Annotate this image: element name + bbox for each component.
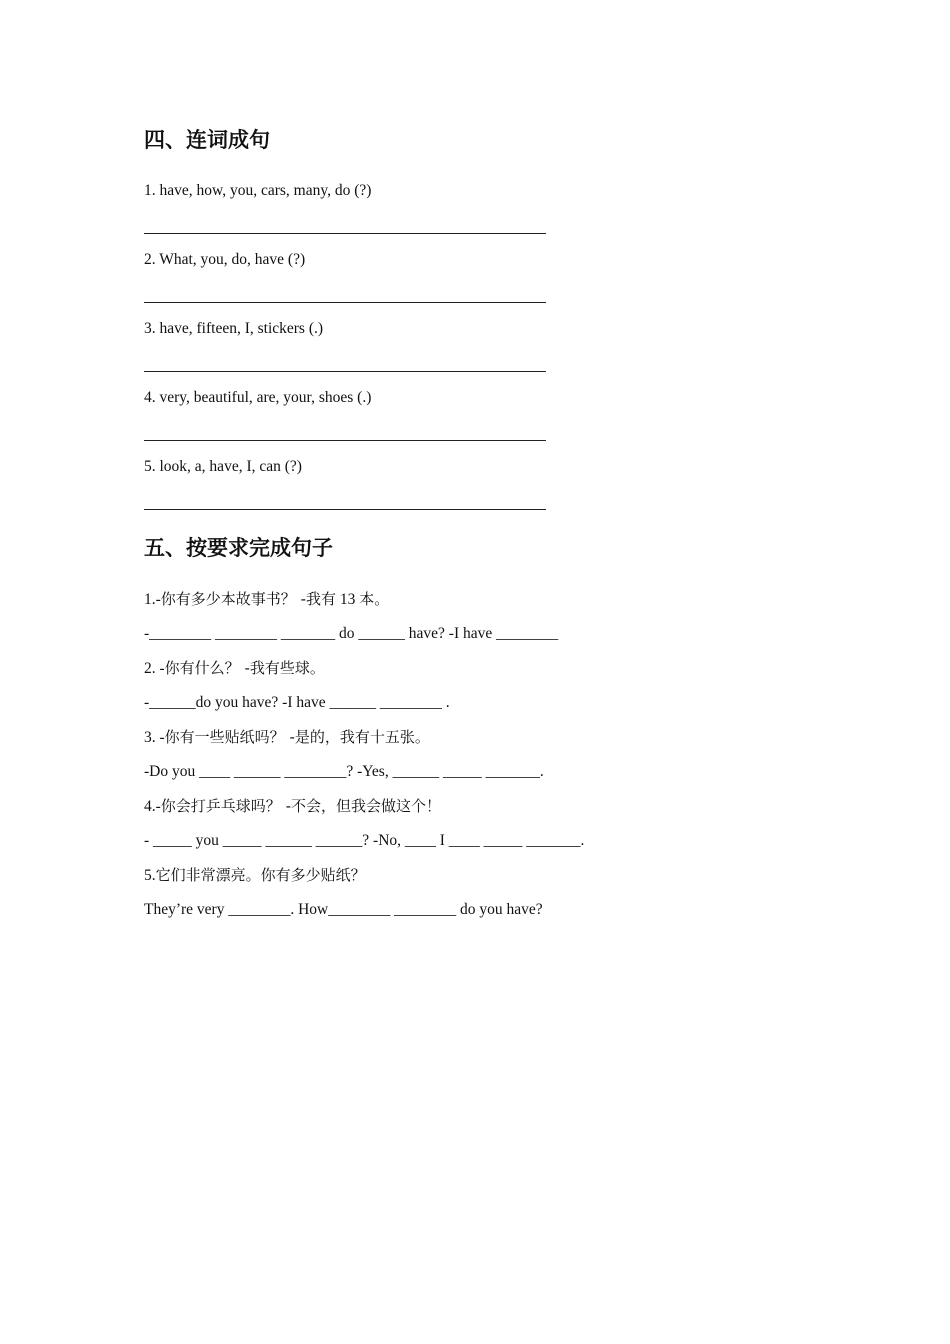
prompt-number: 1.- <box>144 591 161 608</box>
section-5-prompt-1 <box>144 589 389 610</box>
section-5-prompt-2 <box>144 658 325 679</box>
prompt-chinese: 你会打乒乓球吗？ -不会，但我会做这个！ <box>160 797 441 815</box>
section-4-item-2: 2. What, you, do, have (?) <box>144 251 306 268</box>
prompt-number: 3. - <box>144 729 165 746</box>
section-4-answer-line-3[interactable] <box>144 371 546 372</box>
section-5-prompt-3 <box>144 727 430 748</box>
section-5-answer-5[interactable]: They’re very ________. How________ ________ do you have? <box>144 901 543 918</box>
section-4-title: 四、连词成句 <box>144 128 270 152</box>
section-4-answer-line-1[interactable] <box>144 233 546 234</box>
section-5-prompt-5 <box>144 865 366 886</box>
prompt-chinese: 你有多少本故事书？ -我有 <box>160 590 336 608</box>
prompt-number: 4.- <box>144 798 161 815</box>
prompt-number: 2. - <box>144 660 165 677</box>
section-5-title: 五、按要求完成句子 <box>144 536 333 560</box>
section-4-answer-line-2[interactable] <box>144 302 546 303</box>
section-5-prompt-4 <box>144 796 441 817</box>
prompt-chinese-end: 本。 <box>359 590 390 608</box>
section-4-item-4: 4. very, beautiful, are, your, shoes (.) <box>144 389 372 406</box>
section-4-item-3: 3. have, fifteen, I, stickers (.) <box>144 320 324 337</box>
prompt-chinese: 你有什么？ -我有些球。 <box>164 659 325 677</box>
section-5-answer-3[interactable]: -Do you ____ ______ ________? -Yes, ______ _____ _______. <box>144 763 544 780</box>
section-4-answer-line-5[interactable] <box>144 509 546 510</box>
prompt-chinese: 它们非常漂亮。你有多少贴纸？ <box>155 866 366 884</box>
section-5-answer-4[interactable]: - _____ you _____ ______ ______? -No, ____ I ____ _____ _______. <box>144 832 585 849</box>
section-4-item-5: 5. look, a, have, I, can (?) <box>144 458 302 475</box>
section-5-answer-1[interactable]: -________ ________ _______ do ______ have? -I have ________ <box>144 625 559 642</box>
section-4-answer-line-4[interactable] <box>144 440 546 441</box>
section-5-answer-2[interactable]: -______do you have? -I have ______ ________ . <box>144 694 450 711</box>
prompt-chinese: 你有一些贴纸吗？ -是的，我有十五张。 <box>164 728 430 746</box>
section-4-item-1: 1. have, how, you, cars, many, do (?) <box>144 182 372 199</box>
prompt-number: 5. <box>144 867 156 884</box>
prompt-number-value: 13 <box>335 591 360 608</box>
